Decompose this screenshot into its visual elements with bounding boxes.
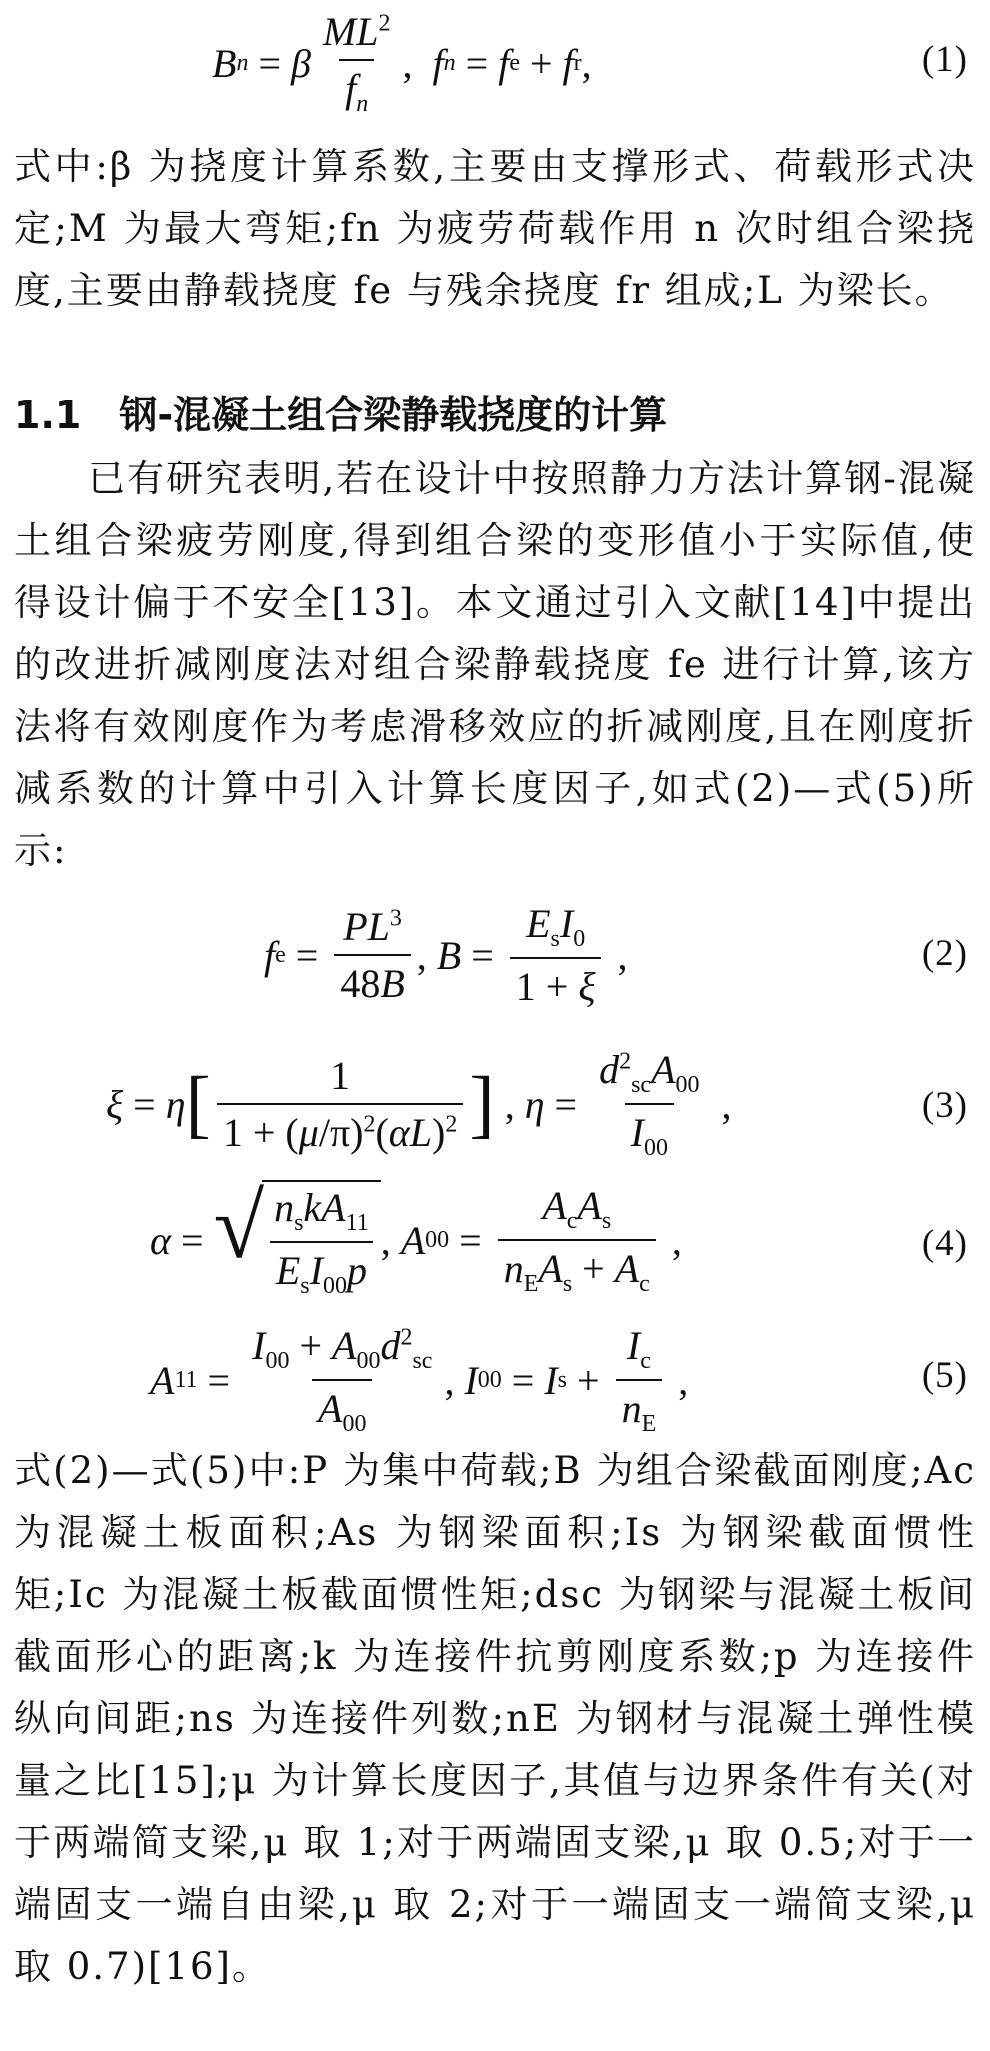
- equation-1-number: (1): [921, 39, 968, 80]
- equation-5: A 11 = $\frac{I_{00} + A_{00}d^2_{sc}}{A_{00}}$ , I 00 = I s + $\frac{I_c}{n_E}$ , (5): [150, 1323, 968, 1437]
- equation-4-number: (4): [921, 1223, 968, 1264]
- equation-5-number: (5): [921, 1355, 968, 1396]
- paragraph-symbol-definitions: 式中:β 为挠度计算系数,主要由支撑形式、荷载形式决定;M 为最大弯矩;fn 为疲劳荷载作用 n 次时组合梁挠度,主要由静载挠度 fe 与残余挠度 fr 组成;L 为梁长。: [14, 145, 976, 312]
- equation-3: ξ = η [ $\frac{1}{1 + (\mu/\pi)^2(\alpha L)^2}$ ] , η = $\frac{d^2_{sc}A_{00}}{I_{00}}$ , (3): [106, 1047, 968, 1161]
- equation-2-number: (2): [921, 933, 968, 974]
- paragraph-method: 已有研究表明,若在设计中按照静力方法计算钢-混凝土组合梁疲劳刚度,得到组合梁的变形值小于实际值,使得设计偏于不安全[13]。本文通过引入文献[14]中提出的改进折减刚度法对组合梁静载挠度 fe 进行计算,该方法将有效刚度作为考虑滑移效应的折减刚度,且在刚度折减系数的计算中引入计算长度因子,如式(2)—式(5)所示:: [14, 457, 976, 872]
- equation-4: α = √ $\frac{n_skA_{11}}{E_sI_{00}p}$ , A 00 = $\frac{A_cA_s}{n_EA_s + A_c}$ , (4): [150, 1175, 968, 1299]
- paragraph-variable-definitions: 式(2)—式(5)中:P 为集中荷载;B 为组合梁截面刚度;Ac 为混凝土板面积;As 为钢梁面积;Is 为钢梁截面惯性矩;Ic 为混凝土板截面惯性矩;dsc 为钢梁与混凝土板间截面形心的距离;k 为连接件抗剪刚度系数;p 为连接件纵向间距;ns 为连接件列数;nE 为钢材与混凝土弹性模量之比[15];μ 为计算长度因子,其值与边界条件有关(对于两端简支梁,μ 取 1;对于两端固支梁,μ 取 0.5;对于一端固支一端自由梁,μ 取 2;对于一端固支一端简支梁,μ 取 0.7)[16]。: [14, 1449, 976, 1988]
- section-heading: 1.1 钢-混凝土组合梁静载挠度的计算: [14, 393, 668, 437]
- equation-3-number: (3): [921, 1085, 968, 1126]
- equation-2: f e = $\frac{PL^3}{48B}$ , B = $\frac{E_sI_0}{1 + \xi}$ , (2): [264, 901, 968, 1009]
- equation-1: B n = β $\frac{ML^2}{f_n}$ , f n = f e + f r , (1): [212, 9, 968, 117]
